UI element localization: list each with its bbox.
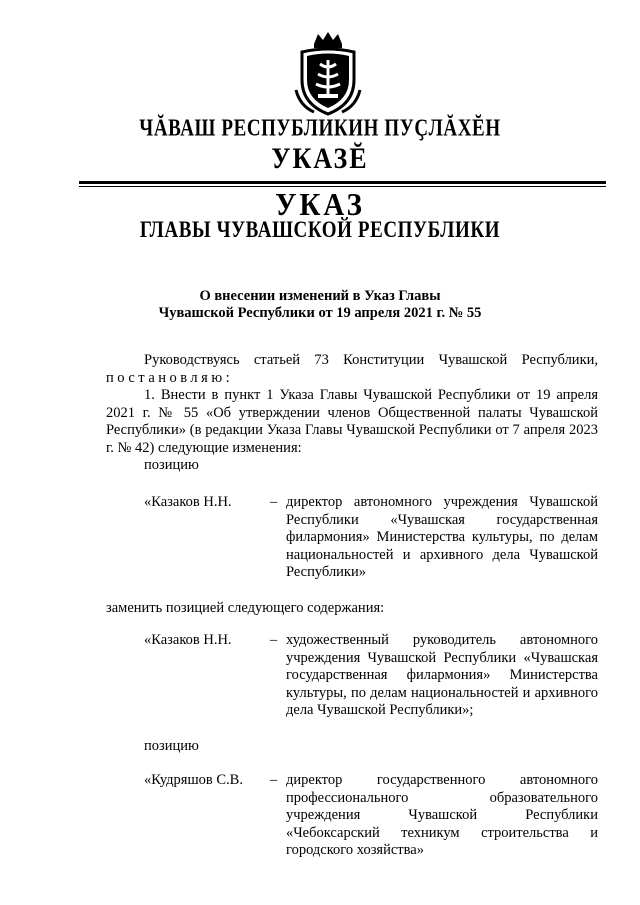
item-1-paragraph: 1. Внести в пункт 1 Указа Главы Чувашской Республики от 19 апреля 2021 г. № 55 «Об утверждении членов Общественной палаты Чувашской Республики» (в редакции Указа Главы Чувашской Республики от 7 апреля 2023 г. № 42) следующие изменения: <box>106 387 598 456</box>
poziciyu-label-1: позицию <box>144 457 199 473</box>
russian-subtitle: ГЛАВЫ ЧУВАШСКОЙ РЕСПУБЛИКИ <box>139 217 501 243</box>
header-divider-thick <box>79 181 606 184</box>
entry-description: директор автономного учреждения Чувашской Республики «Чувашская государственная филармония» Министерства культуры, по делам национальностей и архивного дела Чувашской Республики» <box>286 494 598 580</box>
chuvash-header-line2: УКАЗĔ <box>271 141 369 176</box>
russian-title: УКАЗ <box>275 187 365 223</box>
subject-line2: Чувашской Республики от 19 апреля 2021 г. № 55 <box>158 305 482 321</box>
entry-description: художественный руководитель автономного учреждения Чувашской Республики «Чувашская государственная филармония» Министерства культуры, по делам национальностей и архивного дела Чувашской Республики»; <box>286 632 598 718</box>
entry-description: директор государственного автономного профессионального образовательного учреждения Чувашской Республики «Чебоксарский техникум строительства и городского хозяйства» <box>286 772 598 858</box>
postanovlyayu-word: постановляю: <box>106 369 234 386</box>
poziciyu-label-2: позицию <box>144 738 199 754</box>
entry-person-name: «Казаков Н.Н. <box>144 494 232 510</box>
entry-person-name: «Кудряшов С.В. <box>144 772 243 788</box>
entry-person-name: «Казаков Н.Н. <box>144 632 232 648</box>
document-subject <box>0 288 640 322</box>
entry-dash: – <box>270 772 278 788</box>
entry-dash: – <box>270 632 278 648</box>
decree-body <box>106 352 598 475</box>
intro-paragraph: Руководствуясь статьей 73 Конституции Чувашской Республики, <box>144 352 598 368</box>
entry-dash: – <box>270 494 278 510</box>
chuvash-header-line1: ЧĂВАШ РЕСПУБЛИКИН ПУҪЛĂХĔН <box>139 115 501 142</box>
subject-line1: О внесении изменений в Указ Главы <box>199 288 441 304</box>
replace-with-label: заменить позицией следующего содержания: <box>106 600 385 616</box>
coat-of-arms-emblem <box>292 30 364 116</box>
